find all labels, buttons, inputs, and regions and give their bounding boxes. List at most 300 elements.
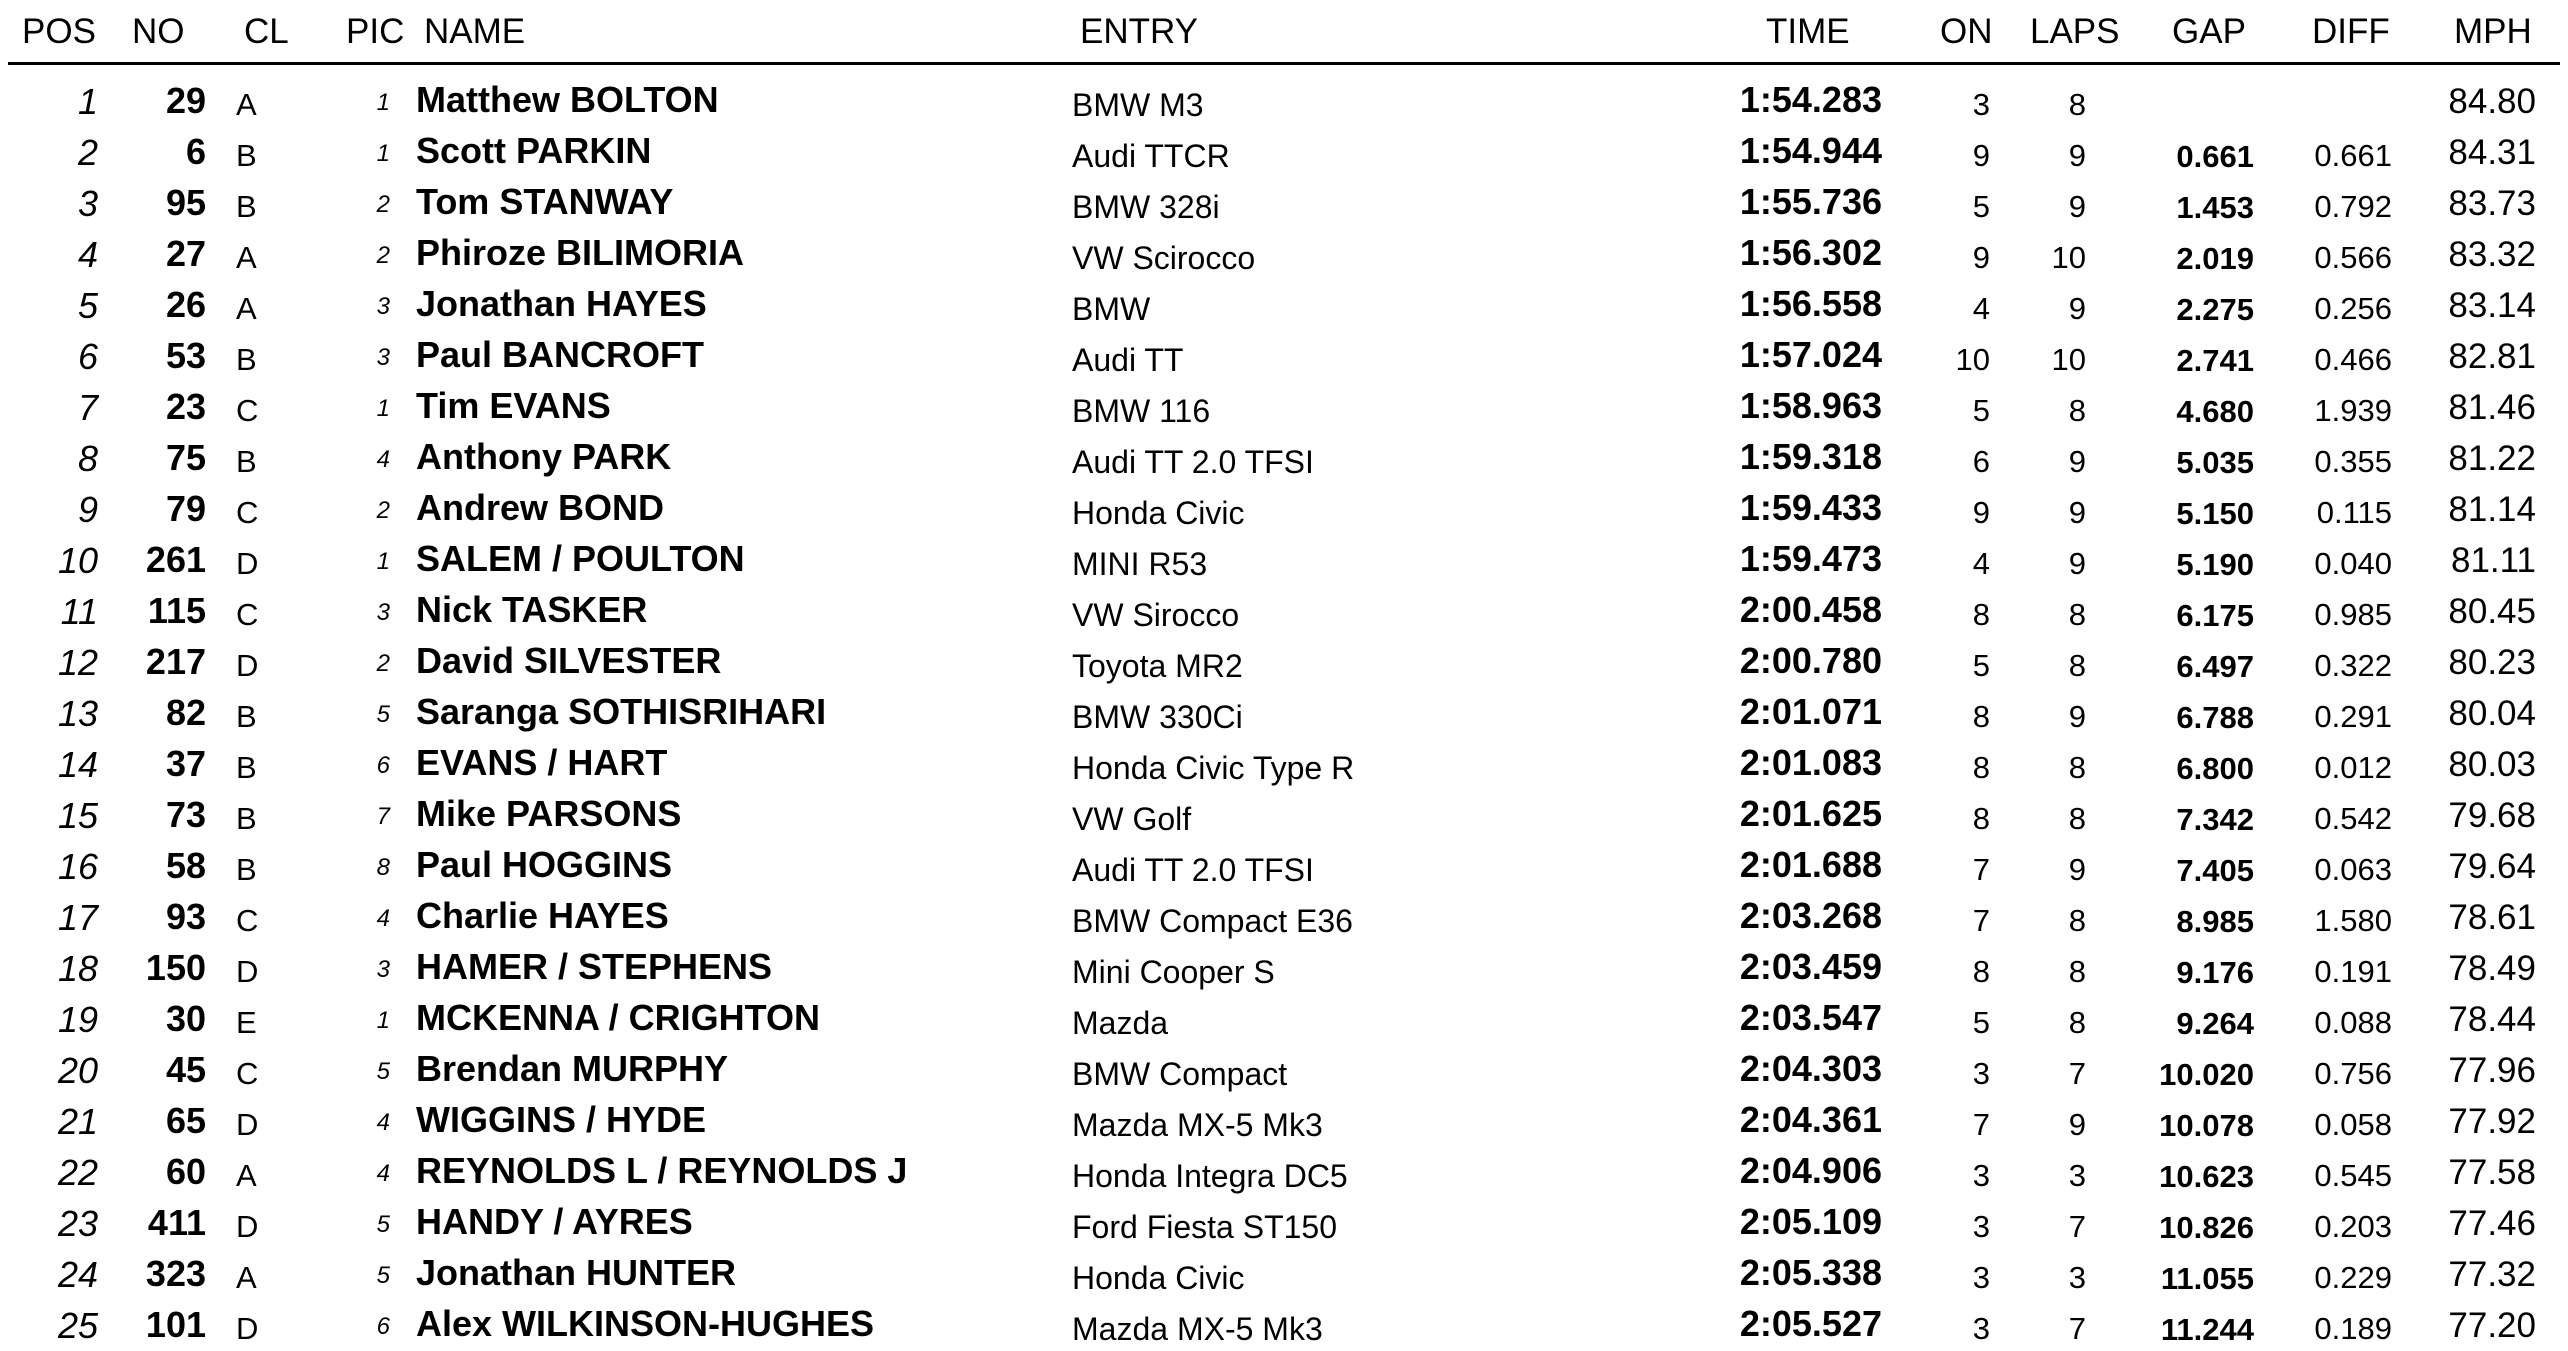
cell-mph: 77.92 xyxy=(2448,1102,2536,1141)
cell-pos: 10 xyxy=(57,540,98,581)
table-header xyxy=(8,0,2560,65)
cell-name: Phiroze BILIMORIA xyxy=(416,232,745,273)
cell-no: 150 xyxy=(145,947,206,988)
cell-pic: 2 xyxy=(376,191,390,218)
cell-mph: 79.64 xyxy=(2448,847,2536,886)
cell-name: Jonathan HAYES xyxy=(416,283,707,324)
cell-entry: Audi TT 2.0 TFSI xyxy=(1072,852,1314,888)
cell-on: 7 xyxy=(1972,852,1990,887)
cell-entry: Mazda xyxy=(1072,1005,1169,1041)
cell-on: 3 xyxy=(1972,1260,1990,1295)
cell-gap: 5.150 xyxy=(2176,496,2254,531)
table-row xyxy=(0,1198,2568,1249)
cell-gap: 2.019 xyxy=(2176,241,2254,276)
cell-gap: 10.826 xyxy=(2159,1210,2254,1245)
cell-time: 1:59.318 xyxy=(1739,436,1882,477)
cell-pic: 1 xyxy=(376,1007,390,1034)
cell-gap: 4.680 xyxy=(2176,394,2254,429)
cell-mph: 78.61 xyxy=(2448,898,2536,937)
cell-name: HANDY / AYRES xyxy=(416,1201,693,1242)
header-entry: ENTRY xyxy=(1080,12,1198,51)
cell-no: 6 xyxy=(185,131,206,172)
cell-entry: Mini Cooper S xyxy=(1072,954,1275,990)
cell-gap: 5.190 xyxy=(2176,547,2254,582)
cell-mph: 81.14 xyxy=(2448,490,2536,529)
cell-gap: 10.078 xyxy=(2159,1108,2254,1143)
cell-on: 6 xyxy=(1972,444,1990,479)
cell-time: 2:01.625 xyxy=(1739,793,1882,834)
cell-no: 26 xyxy=(165,284,206,325)
cell-pic: 1 xyxy=(376,89,390,116)
header-on: ON xyxy=(1940,12,1993,51)
cell-pic: 7 xyxy=(376,803,390,830)
cell-pos: 23 xyxy=(57,1203,98,1244)
cell-pos: 16 xyxy=(57,846,98,887)
cell-no: 261 xyxy=(145,539,206,580)
cell-on: 5 xyxy=(1972,648,1990,683)
header-diff: DIFF xyxy=(2312,12,2390,51)
cell-no: 60 xyxy=(165,1151,206,1192)
cell-name: Scott PARKIN xyxy=(416,130,652,171)
cell-pic: 5 xyxy=(376,1262,390,1289)
cell-diff: 0.566 xyxy=(2314,240,2392,275)
cell-cl: A xyxy=(236,240,257,275)
cell-mph: 81.46 xyxy=(2448,388,2536,427)
cell-no: 323 xyxy=(145,1253,206,1294)
cell-laps: 9 xyxy=(2068,138,2086,173)
cell-no: 30 xyxy=(165,998,206,1039)
cell-laps: 9 xyxy=(2068,495,2086,530)
cell-name: Paul BANCROFT xyxy=(416,334,704,375)
cell-laps: 7 xyxy=(2068,1209,2086,1244)
cell-on: 3 xyxy=(1972,1158,1990,1193)
cell-time: 2:04.361 xyxy=(1739,1099,1882,1140)
cell-pos: 20 xyxy=(57,1050,98,1091)
cell-entry: Toyota MR2 xyxy=(1072,648,1243,684)
cell-pos: 22 xyxy=(57,1152,98,1193)
table-row xyxy=(0,331,2568,382)
cell-on: 3 xyxy=(1972,1056,1990,1091)
cell-laps: 8 xyxy=(2068,954,2086,989)
cell-on: 8 xyxy=(1972,801,1990,836)
table-row xyxy=(0,1300,2568,1351)
cell-diff: 1.939 xyxy=(2314,393,2392,428)
cell-diff: 0.012 xyxy=(2314,750,2392,785)
cell-laps: 3 xyxy=(2068,1260,2086,1295)
cell-time: 2:04.906 xyxy=(1739,1150,1882,1191)
cell-pic: 4 xyxy=(376,905,390,932)
cell-pos: 6 xyxy=(77,336,98,377)
cell-name: EVANS / HART xyxy=(416,742,668,783)
table-body xyxy=(0,65,2568,1351)
header-name: NAME xyxy=(424,12,526,51)
table-row xyxy=(0,1147,2568,1198)
cell-no: 79 xyxy=(165,488,206,529)
cell-laps: 9 xyxy=(2068,444,2086,479)
cell-no: 217 xyxy=(145,641,206,682)
cell-pic: 3 xyxy=(376,344,390,371)
cell-pic: 5 xyxy=(376,701,390,728)
cell-cl: B xyxy=(236,342,257,377)
cell-name: Charlie HAYES xyxy=(416,895,669,936)
cell-name: Anthony PARK xyxy=(416,436,672,477)
cell-time: 1:55.736 xyxy=(1739,181,1882,222)
cell-mph: 82.81 xyxy=(2448,337,2536,376)
cell-pos: 24 xyxy=(57,1254,98,1295)
cell-entry: BMW 328i xyxy=(1072,189,1220,225)
cell-entry: BMW Compact xyxy=(1072,1056,1288,1092)
cell-diff: 0.256 xyxy=(2314,291,2392,326)
cell-entry: MINI R53 xyxy=(1072,546,1208,582)
cell-diff: 0.058 xyxy=(2314,1107,2392,1142)
cell-laps: 9 xyxy=(2068,291,2086,326)
cell-name: David SILVESTER xyxy=(416,640,722,681)
cell-laps: 3 xyxy=(2068,1158,2086,1193)
cell-pos: 17 xyxy=(57,897,98,938)
cell-entry: Audi TTCR xyxy=(1072,138,1230,174)
cell-gap: 6.175 xyxy=(2176,598,2254,633)
cell-pic: 3 xyxy=(376,293,390,320)
cell-no: 73 xyxy=(165,794,206,835)
cell-entry: VW Scirocco xyxy=(1072,240,1256,276)
cell-cl: B xyxy=(236,138,257,173)
cell-gap: 5.035 xyxy=(2176,445,2254,480)
cell-time: 2:03.459 xyxy=(1739,946,1882,987)
cell-pos: 15 xyxy=(57,795,98,836)
cell-on: 3 xyxy=(1972,1209,1990,1244)
cell-laps: 8 xyxy=(2068,393,2086,428)
cell-mph: 77.46 xyxy=(2448,1204,2536,1243)
cell-no: 37 xyxy=(165,743,206,784)
cell-entry: Honda Civic Type R xyxy=(1072,750,1355,786)
cell-pos: 9 xyxy=(77,489,98,530)
cell-gap: 11.055 xyxy=(2160,1261,2254,1296)
cell-pos: 13 xyxy=(57,693,98,734)
cell-time: 2:00.458 xyxy=(1739,589,1882,630)
cell-pos: 21 xyxy=(57,1101,98,1142)
cell-pos: 18 xyxy=(57,948,98,989)
cell-pos: 5 xyxy=(77,285,98,326)
cell-laps: 8 xyxy=(2068,801,2086,836)
cell-on: 10 xyxy=(1955,342,1990,377)
cell-diff: 0.756 xyxy=(2314,1056,2392,1091)
cell-entry: Honda Civic xyxy=(1072,1260,1245,1296)
cell-name: Alex WILKINSON-HUGHES xyxy=(416,1303,875,1344)
cell-no: 23 xyxy=(165,386,206,427)
cell-entry: Mazda MX-5 Mk3 xyxy=(1072,1107,1323,1143)
table-row xyxy=(0,484,2568,535)
header-gap: GAP xyxy=(2172,12,2246,51)
cell-on: 8 xyxy=(1972,954,1990,989)
header-no: NO xyxy=(132,12,185,51)
cell-laps: 9 xyxy=(2068,189,2086,224)
cell-cl: C xyxy=(236,495,259,530)
cell-entry: Mazda MX-5 Mk3 xyxy=(1072,1311,1323,1347)
cell-mph: 77.20 xyxy=(2448,1306,2536,1345)
cell-gap: 11.244 xyxy=(2160,1312,2254,1347)
cell-gap: 2.741 xyxy=(2176,343,2254,378)
cell-diff: 0.466 xyxy=(2314,342,2392,377)
cell-pic: 1 xyxy=(376,548,390,575)
cell-laps: 10 xyxy=(2051,240,2086,275)
cell-time: 2:04.303 xyxy=(1739,1048,1882,1089)
cell-diff: 0.985 xyxy=(2314,597,2392,632)
cell-cl: D xyxy=(236,1311,259,1346)
cell-pic: 5 xyxy=(376,1058,390,1085)
cell-pic: 6 xyxy=(376,1313,390,1340)
cell-diff: 0.229 xyxy=(2314,1260,2392,1295)
cell-pos: 14 xyxy=(57,744,98,785)
cell-pos: 1 xyxy=(77,81,98,122)
cell-on: 9 xyxy=(1972,495,1990,530)
cell-entry: Ford Fiesta ST150 xyxy=(1072,1209,1337,1245)
cell-cl: A xyxy=(236,291,257,326)
cell-time: 2:00.780 xyxy=(1739,640,1882,681)
cell-on: 9 xyxy=(1972,240,1990,275)
table-row xyxy=(0,688,2568,739)
table-row xyxy=(0,586,2568,637)
cell-cl: A xyxy=(236,1260,257,1295)
table-row xyxy=(0,790,2568,841)
cell-pos: 8 xyxy=(77,438,98,479)
cell-laps: 8 xyxy=(2068,597,2086,632)
cell-time: 1:57.024 xyxy=(1739,334,1882,375)
table-row xyxy=(0,892,2568,943)
cell-gap: 6.788 xyxy=(2176,700,2254,735)
cell-time: 2:03.547 xyxy=(1739,997,1882,1038)
table-row xyxy=(0,1096,2568,1147)
cell-name: SALEM / POULTON xyxy=(416,538,745,579)
cell-laps: 9 xyxy=(2068,852,2086,887)
header-mph: MPH xyxy=(2454,12,2532,51)
header-laps: LAPS xyxy=(2030,12,2120,51)
cell-no: 27 xyxy=(165,233,206,274)
cell-pos: 11 xyxy=(60,591,98,632)
cell-on: 5 xyxy=(1972,189,1990,224)
cell-entry: BMW 116 xyxy=(1072,393,1211,429)
cell-cl: A xyxy=(236,87,257,122)
cell-entry: BMW Compact E36 xyxy=(1072,903,1353,939)
cell-pos: 25 xyxy=(57,1305,98,1346)
cell-no: 411 xyxy=(147,1202,206,1243)
table-row xyxy=(0,739,2568,790)
cell-mph: 77.96 xyxy=(2448,1051,2536,1090)
cell-no: 53 xyxy=(165,335,206,376)
cell-pic: 4 xyxy=(376,446,390,473)
cell-gap: 7.405 xyxy=(2176,853,2254,888)
cell-gap: 6.800 xyxy=(2176,751,2254,786)
cell-time: 2:05.109 xyxy=(1739,1201,1882,1242)
cell-cl: D xyxy=(236,954,259,989)
cell-time: 1:54.283 xyxy=(1739,79,1882,120)
cell-entry: VW Sirocco xyxy=(1072,597,1240,633)
cell-cl: B xyxy=(236,852,257,887)
cell-on: 7 xyxy=(1972,903,1990,938)
cell-pos: 7 xyxy=(77,387,98,428)
cell-on: 5 xyxy=(1972,1005,1990,1040)
cell-entry: BMW 330Ci xyxy=(1072,699,1243,735)
cell-time: 2:05.338 xyxy=(1739,1252,1882,1293)
cell-gap: 8.985 xyxy=(2176,904,2254,939)
cell-name: Paul HOGGINS xyxy=(416,844,673,885)
cell-laps: 8 xyxy=(2068,87,2086,122)
cell-diff: 1.580 xyxy=(2314,903,2392,938)
cell-no: 65 xyxy=(165,1100,206,1141)
table-row xyxy=(0,841,2568,892)
table-row xyxy=(0,178,2568,229)
cell-no: 75 xyxy=(165,437,206,478)
cell-cl: A xyxy=(236,1158,257,1193)
cell-time: 1:56.302 xyxy=(1739,232,1882,273)
cell-cl: B xyxy=(236,699,257,734)
cell-mph: 83.14 xyxy=(2448,286,2536,325)
cell-cl: C xyxy=(236,1056,259,1091)
cell-diff: 0.355 xyxy=(2314,444,2392,479)
table-row xyxy=(0,994,2568,1045)
cell-name: Tim EVANS xyxy=(416,385,611,426)
table-row xyxy=(0,535,2568,586)
cell-cl: D xyxy=(236,1209,259,1244)
cell-diff: 0.291 xyxy=(2314,699,2392,734)
cell-name: Brendan MURPHY xyxy=(416,1048,729,1089)
cell-cl: E xyxy=(236,1005,257,1040)
cell-gap: 6.497 xyxy=(2176,649,2254,684)
cell-time: 2:01.688 xyxy=(1739,844,1882,885)
cell-cl: C xyxy=(236,597,259,632)
cell-mph: 83.32 xyxy=(2448,235,2536,274)
cell-time: 2:01.083 xyxy=(1739,742,1882,783)
cell-mph: 81.11 xyxy=(2451,541,2536,580)
cell-diff: 0.115 xyxy=(2316,495,2392,530)
cell-pic: 4 xyxy=(376,1109,390,1136)
cell-diff: 0.063 xyxy=(2314,852,2392,887)
cell-mph: 83.73 xyxy=(2448,184,2536,223)
cell-pic: 1 xyxy=(376,140,390,167)
table-row xyxy=(0,1045,2568,1096)
cell-diff: 0.088 xyxy=(2314,1005,2392,1040)
cell-mph: 78.49 xyxy=(2448,949,2536,988)
cell-pos: 19 xyxy=(57,999,98,1040)
cell-time: 1:59.433 xyxy=(1739,487,1882,528)
cell-diff: 0.322 xyxy=(2314,648,2392,683)
cell-on: 5 xyxy=(1972,393,1990,428)
cell-mph: 80.45 xyxy=(2448,592,2536,631)
cell-name: MCKENNA / CRIGHTON xyxy=(416,997,820,1038)
cell-mph: 84.80 xyxy=(2448,82,2536,121)
cell-no: 95 xyxy=(165,182,206,223)
cell-cl: B xyxy=(236,750,257,785)
table-row xyxy=(0,127,2568,178)
cell-cl: B xyxy=(236,189,257,224)
cell-cl: D xyxy=(236,546,259,581)
table-row xyxy=(0,382,2568,433)
cell-pic: 8 xyxy=(376,854,390,881)
cell-entry: Audi TT 2.0 TFSI xyxy=(1072,444,1314,480)
cell-mph: 80.23 xyxy=(2448,643,2536,682)
cell-time: 2:03.268 xyxy=(1739,895,1882,936)
cell-laps: 10 xyxy=(2051,342,2086,377)
cell-mph: 77.32 xyxy=(2448,1255,2536,1294)
cell-no: 58 xyxy=(165,845,206,886)
cell-mph: 78.44 xyxy=(2448,1000,2536,1039)
cell-gap: 0.661 xyxy=(2176,139,2254,174)
cell-laps: 8 xyxy=(2068,648,2086,683)
cell-name: Nick TASKER xyxy=(416,589,648,630)
cell-time: 2:05.527 xyxy=(1739,1303,1882,1344)
cell-pic: 2 xyxy=(376,650,390,677)
cell-mph: 77.58 xyxy=(2448,1153,2536,1192)
cell-cl: B xyxy=(236,801,257,836)
cell-diff: 0.792 xyxy=(2314,189,2392,224)
header-pos: POS xyxy=(22,12,96,51)
cell-no: 82 xyxy=(165,692,206,733)
table-row xyxy=(0,229,2568,280)
cell-entry: Audi TT xyxy=(1072,342,1184,378)
cell-no: 29 xyxy=(165,80,206,121)
cell-gap: 1.453 xyxy=(2176,190,2254,225)
cell-entry: VW Golf xyxy=(1072,801,1192,837)
cell-pic: 5 xyxy=(376,1211,390,1238)
cell-diff: 0.545 xyxy=(2314,1158,2392,1193)
cell-laps: 9 xyxy=(2068,546,2086,581)
cell-laps: 8 xyxy=(2068,903,2086,938)
table-row xyxy=(0,76,2568,127)
cell-name: Andrew BOND xyxy=(416,487,665,528)
cell-pic: 3 xyxy=(376,956,390,983)
cell-mph: 84.31 xyxy=(2448,133,2536,172)
cell-diff: 0.191 xyxy=(2314,954,2392,989)
cell-entry: BMW xyxy=(1072,291,1151,327)
table-row xyxy=(0,1249,2568,1300)
cell-pos: 4 xyxy=(77,234,98,275)
cell-laps: 7 xyxy=(2068,1056,2086,1091)
cell-pic: 6 xyxy=(376,752,390,779)
cell-on: 3 xyxy=(1972,1311,1990,1346)
cell-pic: 2 xyxy=(376,242,390,269)
cell-on: 4 xyxy=(1972,291,1990,326)
cell-entry: Honda Civic xyxy=(1072,495,1245,531)
cell-cl: B xyxy=(236,444,257,479)
cell-cl: D xyxy=(236,1107,259,1142)
table-row xyxy=(0,433,2568,484)
cell-on: 8 xyxy=(1972,699,1990,734)
cell-diff: 0.661 xyxy=(2314,138,2392,173)
cell-on: 8 xyxy=(1972,750,1990,785)
table-row xyxy=(0,637,2568,688)
cell-cl: C xyxy=(236,393,259,428)
cell-gap: 2.275 xyxy=(2176,292,2254,327)
cell-pos: 3 xyxy=(77,183,98,224)
cell-name: Saranga SOTHISRIHARI xyxy=(416,691,827,732)
cell-diff: 0.040 xyxy=(2314,546,2392,581)
header-pic: PIC xyxy=(346,12,405,51)
cell-on: 8 xyxy=(1972,597,1990,632)
header-cl: CL xyxy=(244,12,289,51)
cell-name: Matthew BOLTON xyxy=(416,79,719,120)
cell-laps: 7 xyxy=(2068,1311,2086,1346)
cell-entry: Honda Integra DC5 xyxy=(1072,1158,1348,1194)
cell-no: 101 xyxy=(145,1304,206,1345)
cell-pic: 2 xyxy=(376,497,390,524)
cell-no: 45 xyxy=(165,1049,206,1090)
cell-pic: 3 xyxy=(376,599,390,626)
cell-time: 1:58.963 xyxy=(1739,385,1882,426)
cell-cl: D xyxy=(236,648,259,683)
cell-diff: 0.189 xyxy=(2314,1311,2392,1346)
cell-pos: 2 xyxy=(77,132,98,173)
cell-cl: C xyxy=(236,903,259,938)
cell-pic: 4 xyxy=(376,1160,390,1187)
